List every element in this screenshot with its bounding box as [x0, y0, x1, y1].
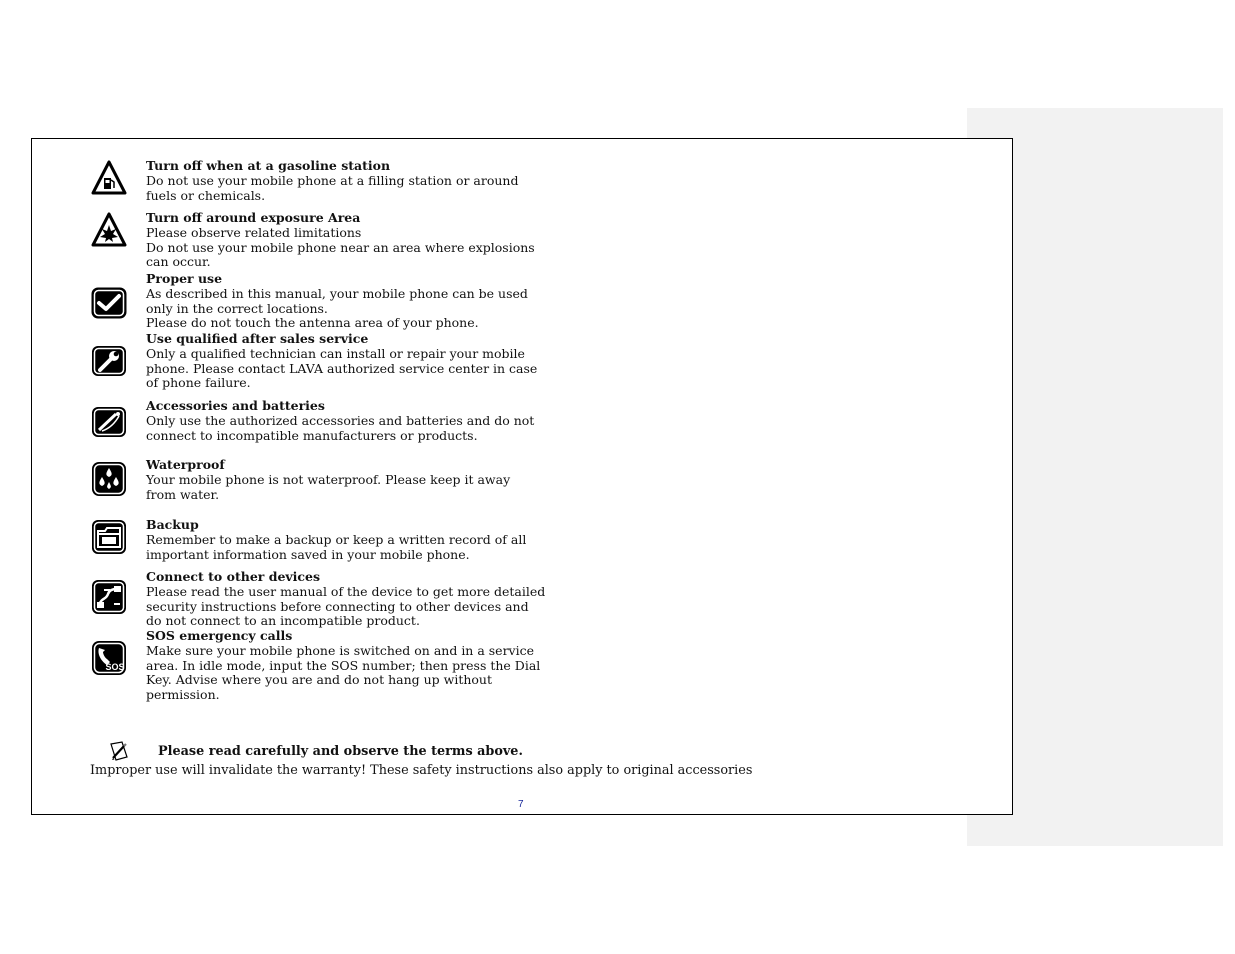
item-body: Your mobile phone is not waterproof. Please keep it away from water. — [146, 471, 511, 502]
item-body: Only use the authorized accessories and batteries and do not connect to incompatible manufacturers or products. — [146, 412, 535, 443]
page-number: 7 — [518, 799, 524, 810]
item-body: Do not use your mobile phone at a filling station or around fuels or chemicals. — [146, 172, 519, 203]
item-body: Please observe related limitations Do not use your mobile phone near an area where explosions can occur. — [146, 224, 535, 270]
sos-phone-icon — [90, 639, 128, 677]
item-title: Use qualified after sales service — [146, 331, 369, 346]
item-title: Waterproof — [146, 457, 225, 472]
explosion-warning-icon — [90, 211, 128, 249]
wrench-icon — [90, 342, 128, 380]
sos-label: SOS — [105, 662, 125, 672]
item-title: Proper use — [146, 271, 223, 286]
document-page — [31, 138, 1013, 815]
item-title: Connect to other devices — [146, 569, 321, 584]
item-body: Make sure your mobile phone is switched on and in a service area. In idle mode, input the SOS number; then press the Dial Key. Advise where you are and do not hang up without permission. — [146, 642, 541, 703]
connect-devices-icon — [90, 578, 128, 616]
item-body: Remember to make a backup or keep a written record of all important information saved in your mobile phone. — [146, 531, 527, 562]
item-body: Please read the user manual of the device to get more detailed security instructions before connecting to other devices and do not connect to an incompatible product. — [146, 583, 546, 629]
water-drops-icon — [90, 460, 128, 498]
pencil-note-icon — [108, 740, 130, 762]
checkmark-icon — [90, 284, 128, 322]
note-title: Please read carefully and observe the terms above. — [158, 744, 523, 759]
item-title: Turn off around exposure Area — [146, 210, 361, 225]
item-body: Only a qualified technician can install or repair your mobile phone. Please contact LAVA authorized service center in case of phone failure. — [146, 345, 538, 391]
item-title: Accessories and batteries — [146, 398, 325, 413]
warranty-text: Improper use will invalidate the warranty! These safety instructions also apply to original accessories — [90, 763, 753, 778]
note-row — [108, 740, 708, 764]
item-title: Turn off when at a gasoline station — [146, 158, 391, 173]
battery-icon — [90, 403, 128, 441]
folder-backup-icon — [90, 518, 128, 556]
item-title: Backup — [146, 517, 199, 532]
item-title: SOS emergency calls — [146, 628, 293, 643]
item-body: As described in this manual, your mobile phone can be used only in the correct locations. Please do not touch the antenna area of your phone. — [146, 285, 528, 331]
gas-station-warning-icon — [90, 159, 128, 197]
